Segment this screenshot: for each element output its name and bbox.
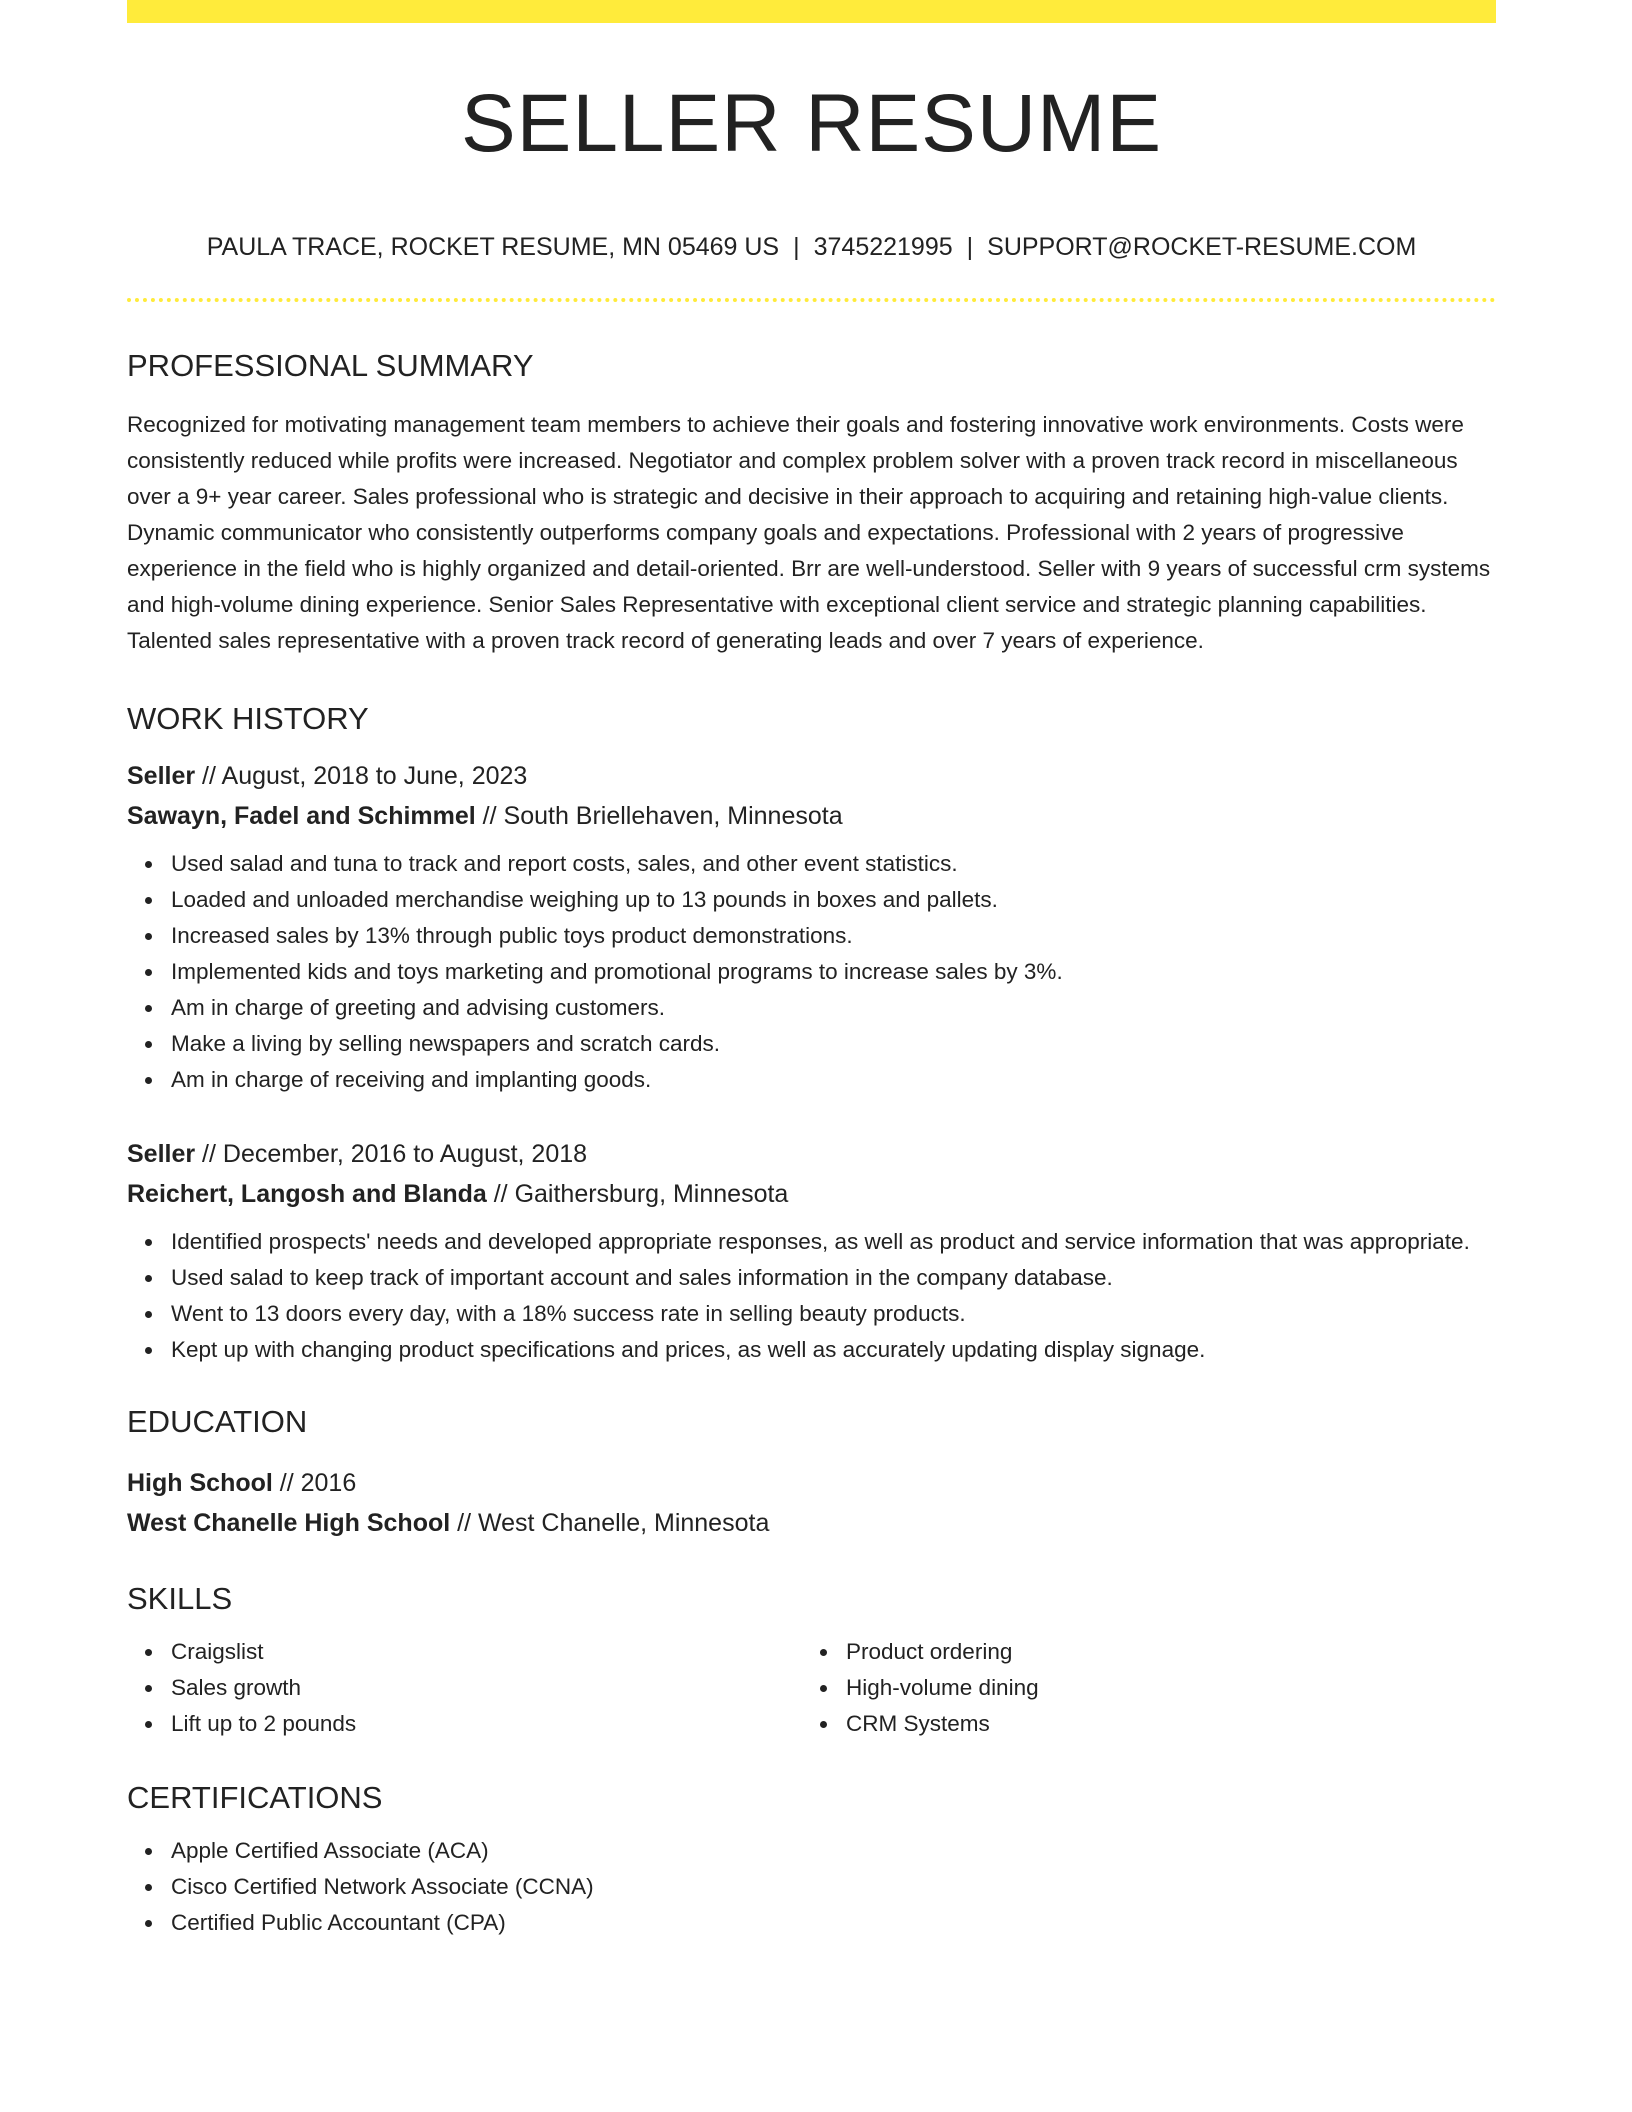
- contact-phone: 3745221995: [813, 233, 953, 261]
- contact-email: SUPPORT@ROCKET-RESUME.COM: [987, 233, 1417, 261]
- list-item: Used salad to keep track of important account and sales information in the company database.: [171, 1260, 1496, 1296]
- summary-heading: PROFESSIONAL SUMMARY: [127, 348, 534, 383]
- contact-line: [127, 235, 1496, 260]
- job-company-line: [127, 796, 1496, 836]
- job-dates: // December, 2016 to August, 2018: [195, 1140, 588, 1168]
- job-company-line: [127, 1174, 1496, 1214]
- list-item: Loaded and unloaded merchandise weighing up to 13 pounds in boxes and pallets.: [171, 882, 1496, 918]
- certifications-list: [127, 1833, 1496, 1941]
- job-location: // South Briellehaven, Minnesota: [475, 802, 843, 830]
- list-item: Implemented kids and toys marketing and promotional programs to increase sales by 3%.: [171, 954, 1496, 990]
- resume-title: SELLER RESUME: [460, 78, 1163, 169]
- work-history-heading: WORK HISTORY: [127, 701, 369, 736]
- job-dates: // August, 2018 to June, 2023: [195, 762, 528, 790]
- list-item: Product ordering: [846, 1634, 1476, 1670]
- list-item: Increased sales by 13% through public toys product demonstrations.: [171, 918, 1496, 954]
- education-school: West Chanelle High School: [127, 1509, 451, 1537]
- dotted-divider: [127, 298, 1496, 302]
- resume-page: [127, 0, 1496, 1941]
- job-entry: [127, 756, 1496, 1098]
- list-item: Cisco Certified Network Associate (CCNA): [171, 1869, 1496, 1905]
- list-item: Went to 13 doors every day, with a 18% success rate in selling beauty products.: [171, 1296, 1496, 1332]
- summary-text: Recognized for motivating management team members to achieve their goals and fostering innovative work environments. Costs were consistently reduced while profits were increased. Negotiator and complex problem solver with a proven track record in miscellaneous over a 9+ year career. Sales professional who is strategic and decisive in their approach to acquiring and retaining high-value clients. Dynamic communicator who consistently outperforms company goals and expectations. Professional with 2 years of progressive experience in the field who is highly organized and detail-oriented. Brr are well-understood. Seller with 9 years of successful crm systems and high-volume dining experience. Senior Sales Representative with exceptional client service and strategic planning capabilities. Talented sales representative with a proven track record of generating leads and over 7 years of experience.: [127, 412, 1491, 653]
- job-location: // Gaithersburg, Minnesota: [486, 1180, 789, 1208]
- education-degree: High School: [127, 1469, 273, 1497]
- job-bullet-list: [127, 846, 1496, 1098]
- list-item: Sales growth: [171, 1670, 802, 1706]
- education-location: // West Chanelle, Minnesota: [450, 1509, 770, 1537]
- skills-grid: [127, 1634, 1496, 1742]
- list-item: Apple Certified Associate (ACA): [171, 1833, 1496, 1869]
- education-degree-line: [127, 1463, 1496, 1503]
- list-item: Am in charge of receiving and implanting goods.: [171, 1062, 1496, 1098]
- education-school-line: [127, 1503, 1496, 1543]
- job-title: Seller: [127, 1140, 196, 1168]
- skills-heading: SKILLS: [127, 1581, 233, 1616]
- list-item: Make a living by selling newspapers and scratch cards.: [171, 1026, 1496, 1062]
- job-title: Seller: [127, 762, 196, 790]
- contact-address: PAULA TRACE, ROCKET RESUME, MN 05469 US: [206, 233, 780, 261]
- job-entry: [127, 1134, 1496, 1368]
- education-year: // 2016: [272, 1469, 357, 1497]
- certifications-heading: CERTIFICATIONS: [127, 1780, 383, 1815]
- list-item: Certified Public Accountant (CPA): [171, 1905, 1496, 1941]
- job-bullet-list: [127, 1224, 1496, 1368]
- list-item: Craigslist: [171, 1634, 802, 1670]
- list-item: Kept up with changing product specifications and prices, as well as accurately updating display signage.: [171, 1332, 1496, 1368]
- list-item: CRM Systems: [846, 1706, 1476, 1742]
- job-company: Reichert, Langosh and Blanda: [127, 1180, 487, 1208]
- contact-separator: |: [793, 233, 800, 261]
- list-item: High-volume dining: [846, 1670, 1476, 1706]
- job-title-line: [127, 756, 1496, 796]
- job-company: Sawayn, Fadel and Schimmel: [127, 802, 476, 830]
- education-heading: EDUCATION: [127, 1404, 308, 1439]
- list-item: Identified prospects' needs and developed appropriate responses, as well as product and service information that was appropriate.: [171, 1224, 1496, 1260]
- job-title-line: [127, 1134, 1496, 1174]
- education-entry: [127, 1463, 1496, 1543]
- accent-top-bar: [127, 0, 1496, 23]
- contact-separator: |: [966, 233, 974, 261]
- skills-left-column: [127, 1634, 802, 1742]
- list-item: Am in charge of greeting and advising customers.: [171, 990, 1496, 1026]
- list-item: Used salad and tuna to track and report costs, sales, and other event statistics.: [171, 846, 1496, 882]
- skills-right-column: [802, 1634, 1476, 1742]
- list-item: Lift up to 2 pounds: [171, 1706, 802, 1742]
